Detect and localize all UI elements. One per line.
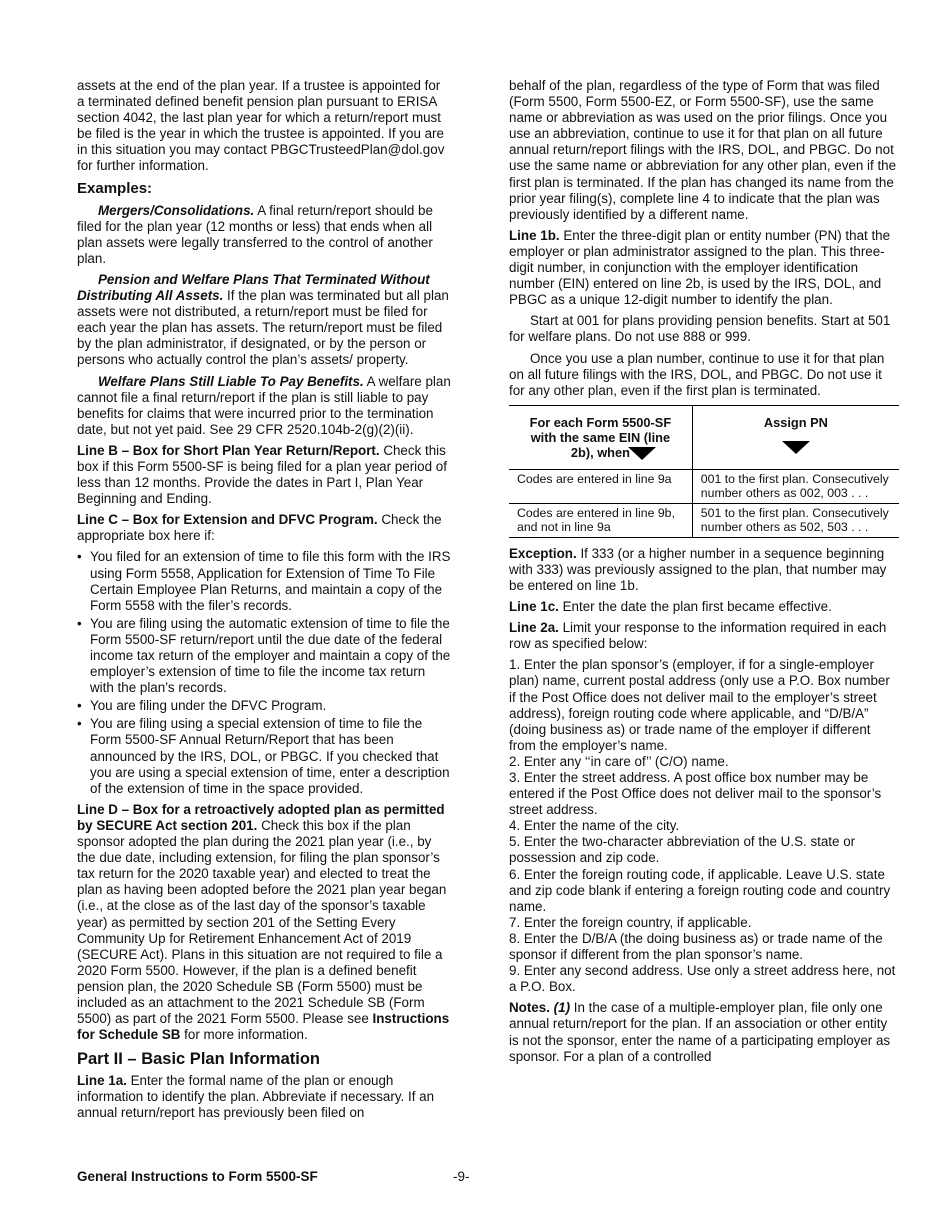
list-item: 9. Enter any second address. Use only a street address here, not a P.O. Box. (509, 963, 896, 995)
down-arrow-icon (628, 447, 656, 460)
part-ii-heading: Part II – Basic Plan Information (77, 1050, 320, 1069)
table-header-right (692, 405, 899, 469)
line-b-title: Line B – Box for Short Plan Year Return/Report. (77, 442, 380, 458)
intro-paragraph: assets at the end of the plan year. If a trustee is appointed for a terminated defined benefit pension plan pursuant to ERISA section 4042, the last plan year for which a return/report must be filed is the year in which the trustee is appointed. If you are in this situation you may contact PBGCTrusteedPlan@dol.gov for further information. (77, 78, 445, 174)
line-2a-title: Line 2a. (509, 620, 559, 636)
plan-number-paragraph: Once you use a plan number, continue to use it for that plan on all future filings with the IRS, DOL, and PBGC. Do not use it for any other plan, even if the first plan is terminated. (509, 350, 885, 398)
line-d-text: Check this box if the plan sponsor adopted the plan during the 2021 plan year (i.e., by the due date, including extension, for filing the plan sponsor’s tax return for the 2020 taxable year) and elected to treat the plan as having been adopted before the 2021 plan year began (i.e., at the close as of the last day of the sponsor’s taxable year) as permitted by section 201 of the Setting Every Community Up for Retirement Enhancement Act of 2019 (SECURE Act). Plans in this situation are not required to file a 2020 Form 5500. However, if the plan is a defined benefit pension plan, the 2020 Schedule SB (Form 5500) must be included as an attachment to the 2021 Schedule SB (Form 5500) as part of the 2021 Form 5500. Please see (77, 817, 447, 1027)
example-mergers (77, 203, 451, 267)
line-2a-paragraph (509, 620, 899, 652)
left-column (77, 78, 451, 1127)
example-text: A final return/report should be filed for the plan year (12 months or less) that ends when all plan assets were legally transferred to the control of another plan. (77, 202, 433, 266)
right-column (509, 78, 899, 1070)
examples-heading: Examples: (77, 179, 153, 197)
exception-paragraph (509, 546, 899, 594)
bullet-item (77, 549, 451, 613)
table-header-row (509, 405, 899, 469)
table-header-left (509, 405, 692, 469)
line-1c-text: Enter the date the plan first became effective. (558, 599, 832, 615)
page-number: -9- (453, 1169, 470, 1184)
exception-text: If 333 (or a higher number in a sequence beginning with 333) was previously assigned to the plan, that number may be entered on line 1b. (509, 545, 887, 593)
line-1a-title: Line 1a. (77, 1073, 127, 1089)
line-c-title: Line C – Box for Extension and DFVC Program. (77, 512, 378, 528)
table-cell: Codes are entered in line 9a (509, 469, 692, 503)
table-cell: Codes are entered in line 9b, and not in line 9a (509, 503, 692, 537)
line-1a-paragraph (77, 1073, 451, 1121)
bullet-icon: • (77, 716, 82, 732)
exception-title: Exception. (509, 545, 577, 561)
example-title: Welfare Plans Still Liable To Pay Benefits. (98, 373, 364, 389)
bullet-item (77, 616, 451, 696)
bullet-icon: • (77, 615, 82, 631)
list-item: 4. Enter the name of the city. (509, 818, 680, 834)
line-1b-text: Enter the three-digit plan or entity number (PN) that the employer or plan administrator assigned to the plan. This three-digit number, in conjunction with the employer identification number (EIN) entered on line 2b, is used by the IRS, DOL, and PBGC as a unique 12-digit number to identify the plan. (509, 227, 891, 308)
line-b-paragraph (77, 443, 451, 507)
line-b-text: Check this box if this Form 5500-SF is being filed for a plan year period of less than 12 months. Provide the dates in Part I, Plan Year Beginning and Ending. (77, 442, 447, 507)
table-cell: 501 to the first plan. Consecutively number others as 502, 503 . . . (692, 503, 899, 537)
bullet-item (77, 698, 451, 714)
list-item: 5. Enter the two-character abbreviation of the U.S. state or possession and zip code. (509, 834, 856, 866)
line-1b-paragraph (509, 228, 899, 308)
table-cell: 001 to the first plan. Consecutively number others as 002, 003 . . . (692, 469, 899, 503)
line-1c-paragraph (509, 599, 899, 615)
line-d-title: Line D – Box for a retroactively adopted plan as permitted by SECURE Act section 201. (77, 801, 445, 833)
example-title: Mergers/Consolidations. (98, 202, 255, 218)
line-2a-text: Limit your response to the information required in each row as specified below: (509, 620, 887, 652)
schedule-sb-instructions-link[interactable]: Instructions for Schedule SB (77, 1011, 450, 1043)
line-1c-title: Line 1c. (509, 599, 559, 615)
list-item: 8. Enter the D/B/A (the doing business as) or trade name of the sponsor if different from the plan sponsor’s name. (509, 930, 883, 963)
example-text: A welfare plan cannot file a final return/report if the plan is still liable to pay benefits for claims that were incurred prior to the termination date, but not yet paid. See 29 CFR 2520.104b-2(g)(2)(ii). (77, 373, 451, 437)
line-c-paragraph (77, 512, 451, 544)
notes-paragraph (509, 1000, 899, 1064)
example-welfare-plans (77, 374, 451, 438)
list-item: 7. Enter the foreign country, if applicable. (509, 914, 752, 930)
line-c-bullet-list (77, 549, 451, 796)
list-item: 6. Enter the foreign routing code, if applicable. Leave U.S. state and zip code blank if entering a foreign routing code and country name. (509, 866, 891, 914)
table-row (509, 503, 899, 537)
list-item: 1. Enter the plan sponsor’s (employer, if for a single-employer plan) name, current postal address (only use a P.O. Box number if the Post Office does not deliver mail to the employer’s street address), foreign routing code where applicable, and “D/B/A” (doing business as) or trade name of the employer if different from the employer’s name. (509, 657, 890, 753)
example-text: If the plan was terminated but all plan assets were not distributed, a return/report must be filed for each year the plan has assets. The return/report must be filed by the plan administrator, if designated, or by the person or persons who actually control the plan’s assets/ property. (77, 288, 449, 368)
line-d-paragraph (77, 802, 451, 1043)
list-item: 2. Enter any ‘‘in care of’’ (C/O) name. (509, 753, 729, 769)
table-row (509, 469, 899, 503)
bullet-text: You are filing using the automatic extension of time to file the Form 5500-SF return/report until the due date of the federal income tax return of the employer and maintain a copy of the employer’s extension of time to file the income tax return with the plan’s records. (90, 615, 451, 696)
bullet-icon: • (77, 698, 82, 714)
bullet-icon: • (77, 549, 82, 565)
example-title: Pension and Welfare Plans That Terminated Without Distributing All Assets. (77, 271, 430, 304)
start-numbers-paragraph: Start at 001 for plans providing pension benefits. Start at 501 for welfare plans. Do not use 888 or 999. (509, 313, 891, 345)
bullet-text: You are filing under the DFVC Program. (90, 698, 327, 714)
line-d-end: for more information. (180, 1027, 308, 1043)
bullet-text: You filed for an extension of time to file this form with the IRS using Form 5558, Application for Extension of Time To File Certain Employee Plan Returns, and maintain a copy of the Form 5558 with the filer’s records. (90, 549, 451, 613)
example-terminated-plans (77, 272, 451, 369)
plan-number-table (509, 405, 899, 538)
list-item: 3. Enter the street address. A post office box number may be entered if the Post Office does not deliver mail to the sponsor’s street address. (509, 770, 882, 818)
bullet-text: You are filing using a special extension of time to file the Form 5500-SF Annual Return/Report that has been announced by the IRS, DOL, or PBGC. If you checked that you are using a special extension of time, enter a description of the extension of time in the space provided. (90, 716, 450, 796)
line-c-text: Check the appropriate box here if: (77, 512, 442, 544)
line-1b-title: Line 1b. (509, 227, 560, 243)
notes-title: Notes. (509, 1000, 550, 1016)
down-arrow-icon (782, 441, 810, 454)
table-header-right-text: Assign PN (763, 414, 828, 430)
line-1a-text: Enter the formal name of the plan or enough information to identify the plan. Abbreviate if necessary. If an annual return/report has previously been filed on (77, 1073, 435, 1121)
continued-paragraph: behalf of the plan, regardless of the type of Form that was filed (Form 5500, Form 5500-EZ, or Form 5500-SF), use the same name or abbreviation as was used on the prior filings. Once you use an abbreviation, continue to use it for that plan on all future annual return/report filings with the IRS, DOL, and PBGC. Do not use the same name or abbreviation for any other plan, even if the first plan is terminated. If the plan has changed its name from the prior year filing(s), complete line 4 to indicate that the plan was previously identified by a different name. (509, 78, 897, 222)
table-header-left-text: For each Form 5500-SF with the same EIN (line 2b), when (529, 414, 672, 460)
notes-number: (1) (549, 1000, 571, 1016)
bullet-item (77, 716, 451, 796)
footer-title: General Instructions to Form 5500-SF (77, 1169, 318, 1184)
line-2a-numbered-list (509, 657, 899, 995)
notes-text: In the case of a multiple-employer plan, file only one annual return/report for the plan. If an association or other entity is not the sponsor, enter the name of a participating employer as sponsor. For a plan of a controlled (509, 1000, 891, 1064)
